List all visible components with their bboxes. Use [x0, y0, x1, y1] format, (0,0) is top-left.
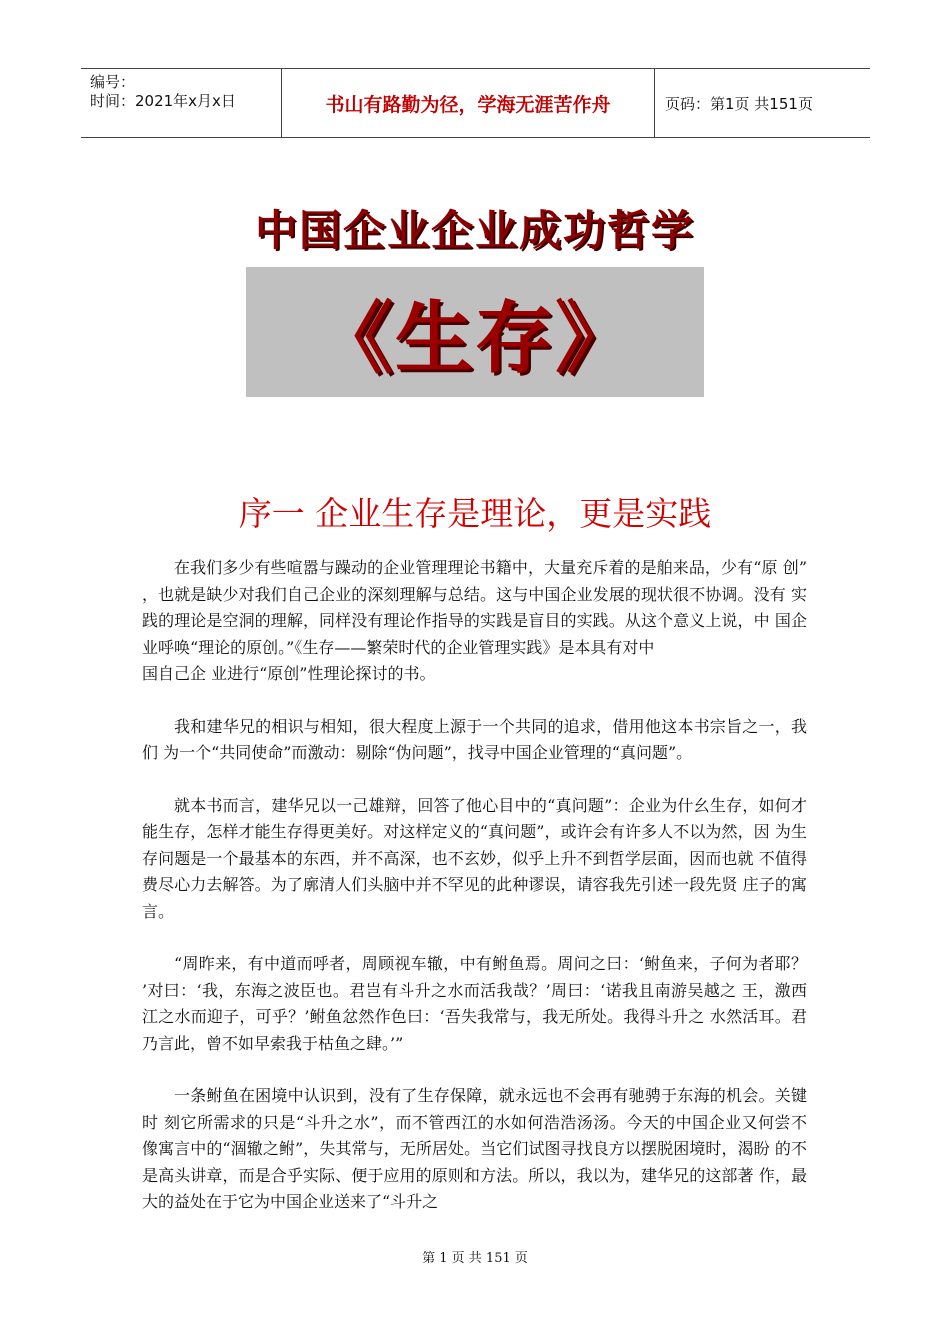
paragraph-1-continued: 国自己企 业进行“原创”性理论探讨的书。	[142, 664, 436, 683]
document-number-label: 编号：	[90, 73, 136, 91]
body-text	[142, 555, 807, 1242]
header-meta-cell	[81, 69, 282, 137]
paragraph-3: 就本书而言，建华兄以一己雄辩，回答了他心目中的“真问题”：企业为什幺生存，如何才 能生存，怎样才能生存得更美好。对这样定义的“真问题”，或许会有许多人不以为然，因 为生存问题是一个最基本的东西，并不高深，也不玄妙，似乎上升不到哲学层面，因而也就 不值得费尽心力去解答。为了廓清人们头脑中并不罕见的此种谬误，请容我先引述一段先贤 庄子的寓言。	[142, 795, 807, 921]
paragraph-1: 在我们多少有些喧嚣与躁动的企业管理理论书籍中，大量充斥着的是舶来品，少有“原 创” ，也就是缺少对我们自己企业的深刻理解与总结。这与中国企业发展的现状很不协调。没有 实践的理论是空洞的理解，同样没有理论作指导的实践是盲目的实践。从这个意义上说，中 国企业呼唤“理论的原创。”《生存——繁荣时代的企业管理实践》是本具有对中	[142, 558, 807, 657]
header-table	[81, 68, 870, 138]
paragraph-2: 我和建华兄的相识与相知，很大程度上源于一个共同的追求，借用他这本书宗旨之一，我们 为一个“共同使命”而激动：剔除“伪问题”，找寻中国企业管理的“真问题”。	[142, 716, 807, 762]
book-title: 《生存》	[314, 294, 635, 384]
header-page-info: 页码：第1页 共151页	[665, 94, 813, 113]
section-title: 序一 企业生存是理论，更是实践	[238, 494, 712, 533]
paragraph-4: “周昨来，有中道而呼者，周顾视车辙，中有鲋鱼焉。周问之曰：‘鲋鱼来，子何为者耶？ ’对曰：‘我，东海之波臣也。君岂有斗升之水而活我哉？’周曰：‘诺我且南游吴越之 王，激西江之水而迎子，可乎？’鲋鱼忿然作色曰：‘吾失我常与，我无所处。我得斗升之 水然活耳。君乃言此，曾不如早索我于枯鱼之肆。’”	[142, 954, 807, 1053]
book-title-box	[246, 267, 704, 397]
paragraph-5: 一条鲋鱼在困境中认识到，没有了生存保障，就永远也不会再有驰骋于东海的机会。关键时 刻它所需求的只是“斗升之水”，而不管西江的水如何浩浩汤汤。今天的中国企业又何尝不 像寓言中的“涸辙之鲋”，失其常与，无所居处。当它们试图寻找良方以摆脱困境时，渴盼 的不是高头讲章，而是合乎实际、便于应用的原则和方法。所以，我以为，建华兄的这部著 作，最大的益处在于它为中国企业送来了“斗升之	[142, 1086, 807, 1211]
document-time-label: 时间：2021年x月x日	[90, 92, 236, 110]
header-motto: 书山有路勤为径，学海无涯苦作舟	[282, 69, 655, 137]
page-footer: 第 1 页 共 151 页	[422, 1251, 528, 1266]
main-title: 中国企业企业成功哲学	[254, 206, 695, 255]
